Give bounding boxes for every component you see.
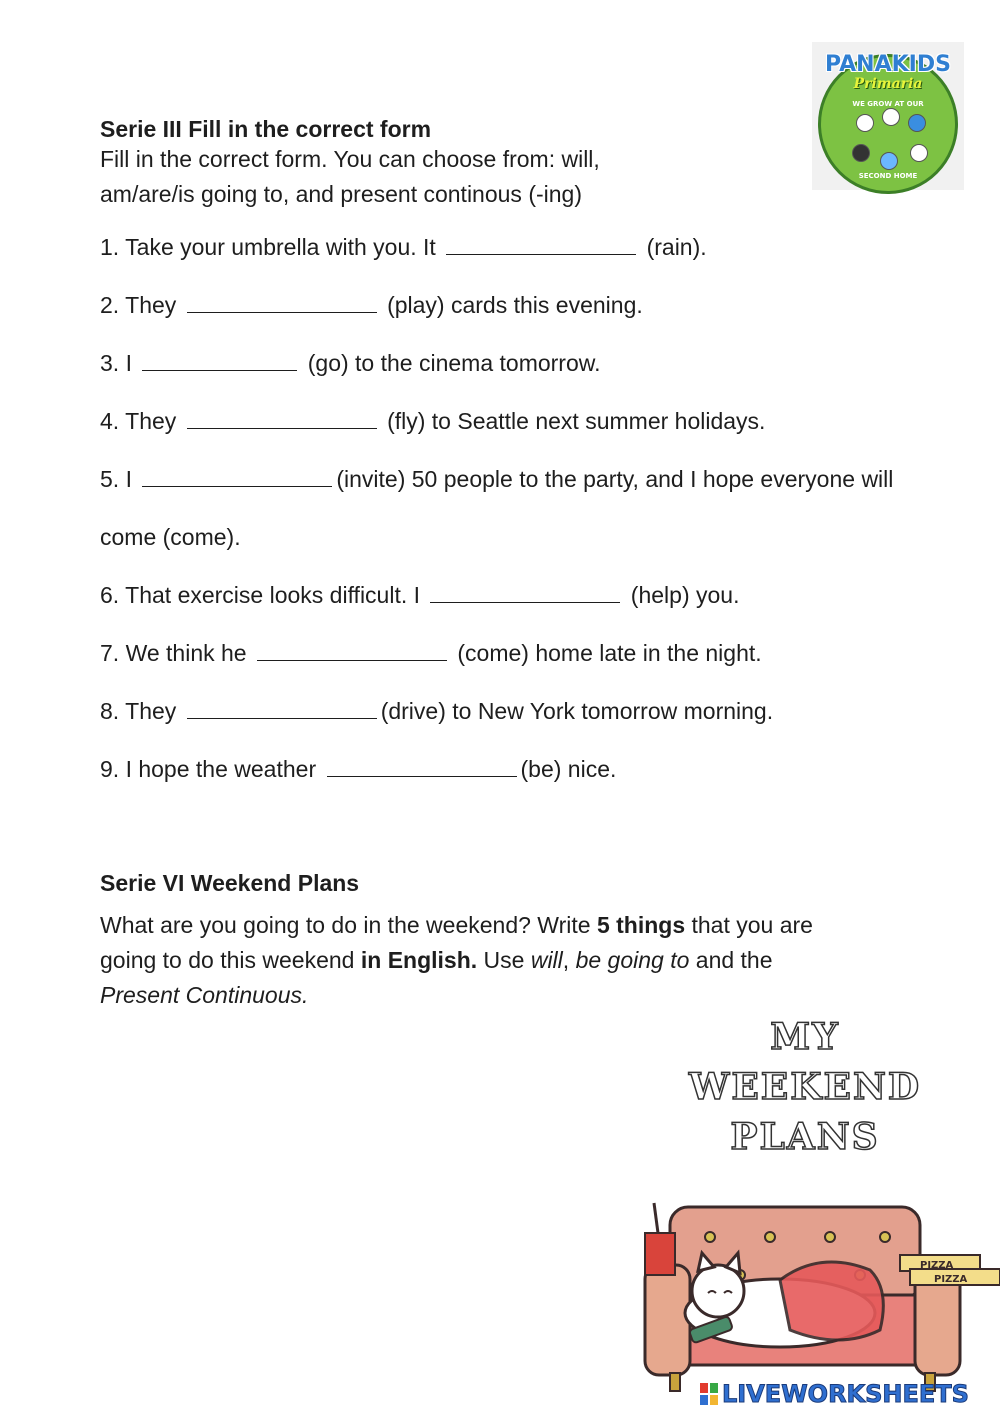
logo-ring-top: WE GROW AT OUR	[852, 100, 924, 108]
art-title-my: MY	[770, 1016, 840, 1058]
exercise-item-4: 4. They (fly) to Seattle next summer holidays.	[100, 408, 766, 434]
logo-subtitle: Primaria	[853, 76, 923, 92]
logo-icon-4	[852, 144, 870, 162]
exercise-item-9: 9. I hope the weather (be) nice.	[100, 756, 617, 782]
intro-line-2: am/are/is going to, and present continous (-ing)	[100, 181, 582, 207]
exercise-item-5: 5. I (invite) 50 people to the party, and I hope everyone will	[100, 466, 894, 492]
exercise-item-7: 7. We think he (come) home late in the night.	[100, 640, 762, 666]
section1-title: Serie III Fill in the correct form	[100, 116, 432, 142]
sofa-leg-left	[670, 1373, 680, 1391]
answer-blank-5[interactable]	[142, 468, 332, 487]
drink-cup	[645, 1233, 675, 1275]
exercise-item-1: 1. Take your umbrella with you. It (rain).	[100, 234, 707, 260]
sofa-arm-left	[645, 1265, 690, 1375]
logo-icon-5	[880, 152, 898, 170]
answer-blank-6[interactable]	[430, 584, 620, 603]
logo-icon-3	[908, 114, 926, 132]
drink-straw	[654, 1203, 658, 1233]
pizza-label-2: PIZZA	[934, 1274, 968, 1285]
sofa-cat-illustration	[630, 1195, 1000, 1400]
exercise-item-8: 8. They (drive) to New York tomorrow morning.	[100, 698, 774, 724]
exercise-item-5-continued: come (come).	[100, 524, 241, 550]
liveworksheets-logo-icon	[700, 1383, 718, 1405]
instructions-line-1: What are you going to do in the weekend? Write 5 things that you are	[100, 912, 813, 938]
section1-intro	[100, 142, 700, 212]
exercise-item-6: 6. That exercise looks difficult. I (help) you.	[100, 582, 740, 608]
pizza-label-1: PIZZA	[920, 1260, 954, 1271]
blanket	[780, 1262, 883, 1340]
answer-blank-8[interactable]	[187, 700, 377, 719]
logo-brand: PANAKIDS	[825, 52, 951, 77]
section2-title: Serie VI Weekend Plans	[100, 870, 360, 896]
answer-blank-2[interactable]	[187, 294, 377, 313]
intro-line-1: Fill in the correct form. You can choose from: will,	[100, 146, 600, 172]
answer-blank-1[interactable]	[446, 236, 636, 255]
instructions-line-2: going to do this weekend in English. Use will, be going to and the	[100, 947, 773, 973]
liveworksheets-watermark: LIVEWORKSHEETS	[700, 1380, 1000, 1410]
answer-blank-3[interactable]	[142, 352, 297, 371]
art-title-plans: PLANS	[730, 1116, 880, 1158]
exercise-item-3: 3. I (go) to the cinema tomorrow.	[100, 350, 601, 376]
logo-icon-2	[882, 108, 900, 126]
logo-icon-1	[856, 114, 874, 132]
school-logo	[812, 42, 964, 190]
art-title-weekend: WEEKEND	[688, 1066, 922, 1108]
answer-blank-9[interactable]	[327, 758, 517, 777]
instructions-line-3: Present Continuous.	[100, 982, 309, 1008]
answer-blank-4[interactable]	[187, 410, 377, 429]
answer-blank-7[interactable]	[257, 642, 447, 661]
logo-ring-bottom: SECOND HOME	[858, 172, 918, 180]
section2-instructions	[100, 908, 960, 1013]
logo-icon-6	[910, 144, 928, 162]
exercise-item-2: 2. They (play) cards this evening.	[100, 292, 643, 318]
